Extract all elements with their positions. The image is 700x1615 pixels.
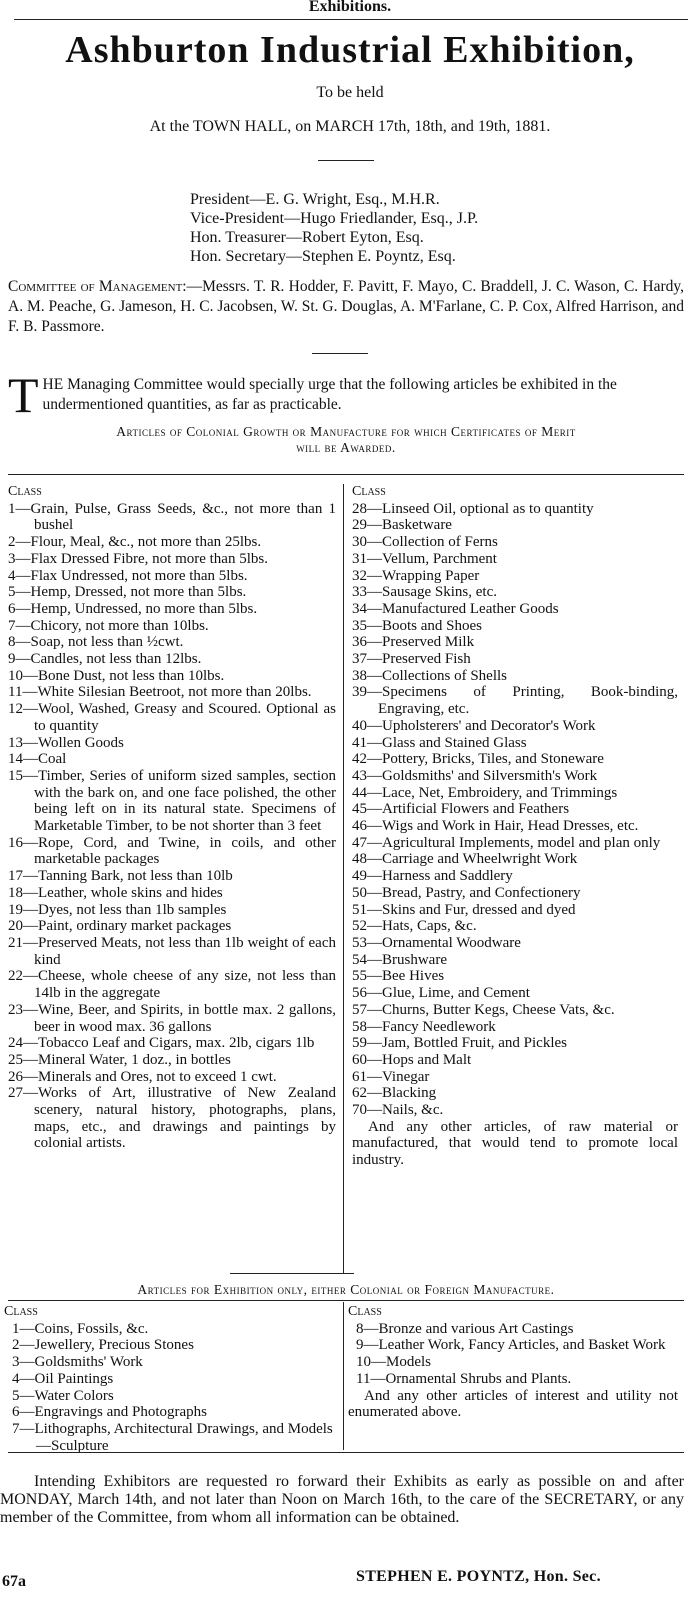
class-item: 52—Hats, Caps, &c.: [352, 918, 477, 935]
class-item: 7—Lithographs, Architectural Drawings, and Models—Sculpture: [12, 1420, 333, 1454]
class-item: 20—Paint, ordinary market packages: [8, 918, 232, 935]
officer-vice-president: Vice-President—Hugo Friedlander, Esq., J.P.: [190, 210, 479, 227]
urge-paragraph: [8, 367, 684, 423]
section1-left-list: [8, 501, 336, 1152]
class-item: 16—Rope, Cord, and Twine, in coils, and other marketable packages: [8, 834, 336, 868]
officer-treasurer: Hon. Treasurer—Robert Eyton, Esq.: [190, 229, 424, 246]
section1-heading-line1: Articles of Colonial Growth or Manufacture for which Certificates of Merit: [116, 424, 576, 439]
section2-left-column: [4, 1304, 336, 1454]
committee-members: :—Messrs. T. R. Hodder, F. Pavitt, F. Mayo, C. Braddell, J. C. Wason, C. Hardy, A. M. Peache, G. Jameson, H. C. Jacobsen, W. St. G. Douglas, A. M'Farlane, C. P. Cox, Alfred Harrison, and F. B. Passmore.: [8, 278, 684, 335]
section1-left-column: [8, 484, 336, 1152]
class-item: 24—Tobacco Leaf and Cigars, max. 2lb, cigars 1lb: [8, 1035, 315, 1052]
class-item: 42—Pottery, Bricks, Tiles, and Stoneware: [352, 751, 604, 768]
class-item: 9—Leather Work, Fancy Articles, and Basket Work: [356, 1337, 666, 1354]
class-item: 41—Glass and Stained Glass: [352, 734, 527, 751]
class-item: 32—Wrapping Paper: [352, 567, 480, 584]
section2-top-rule: [8, 1300, 684, 1301]
drop-cap: T: [8, 367, 39, 423]
section2-right-column: [348, 1304, 678, 1421]
header-rule: [14, 19, 688, 20]
class-item: 3—Goldsmiths' Work: [12, 1354, 143, 1371]
page-title: Ashburton Industrial Exhibition,: [65, 29, 635, 71]
class-item: 6—Hemp, Undressed, no more than 5lbs.: [8, 600, 258, 617]
class-item: 57—Churns, Butter Kegs, Cheese Vats, &c.: [352, 1001, 615, 1018]
section1-column-divider: [343, 484, 344, 1274]
class-item: 10—Bone Dust, not less than 10lbs.: [8, 667, 225, 684]
running-header: Exhibitions.: [308, 0, 392, 15]
class-item: 27—Works of Art, illustrative of New Zealand scenery, natural history, photographs, plans, maps, etc., and drawings and paintings by colonial artists.: [8, 1085, 336, 1152]
officer-secretary: Hon. Secretary—Stephen E. Poyntz, Esq.: [190, 248, 456, 265]
class-item: 33—Sausage Skins, etc.: [352, 584, 497, 601]
class-item: 70—Nails, &c.: [352, 1102, 444, 1119]
class-item: 45—Artificial Flowers and Feathers: [352, 801, 570, 818]
class-item: 22—Cheese, whole cheese of any size, not less than 14lb in the aggregate: [8, 968, 336, 1002]
class-item: 13—Wollen Goods: [8, 734, 124, 751]
class-item: 44—Lace, Net, Embroidery, and Trimmings: [352, 784, 618, 801]
class-item: 4—Oil Paintings: [12, 1370, 114, 1387]
class-item: 1—Grain, Pulse, Grass Seeds, &c., not more than 1 bushel: [8, 500, 336, 534]
class-item: 50—Bread, Pastry, and Confectionery: [352, 884, 581, 901]
section2-left-list: [4, 1321, 336, 1455]
class-item: 37—Preserved Fish: [352, 651, 471, 668]
class-item: 12—Wool, Washed, Greasy and Scoured. Optional as to quantity: [8, 701, 336, 734]
class-item: 21—Preserved Meats, not less than 1lb weight of each kind: [8, 934, 336, 968]
class-item: 6—Engravings and Photographs: [12, 1404, 207, 1421]
class-item: 51—Skins and Fur, dressed and dyed: [352, 901, 576, 918]
class-item: 5—Hemp, Dressed, not more than 5lbs.: [8, 584, 247, 601]
class-item: 8—Bronze and various Art Castings: [356, 1320, 574, 1337]
venue-line: At the TOWN HALL, on MARCH 17th, 18th, and 19th, 1881.: [149, 118, 551, 135]
class-item: 40—Upholsterers' and Decorator's Work: [352, 717, 596, 734]
class-item: 11—White Silesian Beetroot, not more than 20lbs.: [8, 684, 312, 701]
class-item: 53—Ornamental Woodware: [352, 934, 521, 951]
section1-heading-line2: will be Awarded.: [296, 440, 396, 455]
class-label: Class: [348, 1304, 382, 1319]
officers-list: [190, 190, 478, 266]
section2-right-list: [348, 1321, 678, 1388]
divider-1: [318, 160, 374, 161]
officer-president: President—E. G. Wright, Esq., M.H.R.: [190, 191, 440, 208]
class-item: 17—Tanning Bark, not less than 10lb: [8, 868, 233, 885]
section1-right-column: [352, 484, 678, 1169]
section1-heading: [8, 424, 684, 456]
class-item: 46—Wigs and Work in Hair, Head Dresses, etc.: [352, 818, 639, 835]
class-item: 3—Flax Dressed Fibre, not more than 5lbs.: [8, 550, 268, 567]
class-item: 30—Collection of Ferns: [352, 534, 498, 551]
class-item: 56—Glue, Lime, and Cement: [352, 985, 530, 1002]
section2-right-note: And any other articles of interest and utility not enumerated above.: [348, 1387, 678, 1421]
urge-text: HE Managing Committee would specially urge that the following articles be exhibited in the undermentioned quantities, as far as practicable.: [42, 376, 617, 413]
class-item: 43—Goldsmiths' and Silversmith's Work: [352, 767, 598, 784]
to-be-held: To be held: [316, 84, 384, 101]
class-item: 18—Leather, whole skins and hides: [8, 884, 223, 901]
class-label: Class: [8, 484, 42, 499]
committee-label: Committee of Management: [8, 278, 183, 295]
signature: STEPHEN E. POYNTZ, Hon. Sec.: [356, 1568, 601, 1585]
class-item: 38—Collections of Shells: [352, 667, 507, 684]
class-item: 23—Wine, Beer, and Spirits, in bottle max. 2 gallons, beer in wood max. 36 gallons: [8, 1001, 336, 1035]
class-item: 5—Water Colors: [12, 1387, 114, 1404]
class-item: 62—Blacking: [352, 1085, 437, 1102]
class-item: 29—Basketware: [352, 517, 452, 534]
class-item: 26—Minerals and Ores, not to exceed 1 cwt.: [8, 1068, 277, 1085]
class-item: 2—Jewellery, Precious Stones: [12, 1337, 194, 1354]
class-item: 39—Specimens of Printing, Book-binding, Engraving, etc.: [352, 684, 678, 718]
class-item: 8—Soap, not less than ½cwt.: [8, 634, 184, 651]
divider-2: [312, 353, 368, 354]
class-item: 58—Fancy Needlework: [352, 1018, 496, 1035]
section2-column-divider: [343, 1302, 344, 1450]
class-item: 15—Timber, Series of uniform sized samples, section with the bark on, and one face polished, the other being left on in its natural state. Specimens of Marketable Timber, to be not shorter than 3 feet: [8, 767, 336, 835]
class-item: 61—Vinegar: [352, 1068, 430, 1085]
class-item: 1—Coins, Fossils, &c.: [12, 1320, 149, 1337]
class-item: 2—Flour, Meal, &c., not more than 25lbs.: [8, 534, 262, 551]
section2-bottom-rule: [8, 1452, 684, 1453]
section2-heading: Articles for Exhibition only, either Colonial or Foreign Manufacture.: [137, 1282, 555, 1297]
class-item: 36—Preserved Milk: [352, 634, 475, 651]
section1-right-list: [352, 501, 678, 1119]
section1-right-note: And any other articles, of raw material or manufactured, that would tend to promote local industry.: [352, 1118, 678, 1169]
class-label: Class: [4, 1304, 38, 1319]
class-item: 25—Mineral Water, 1 doz., in bottles: [8, 1051, 231, 1068]
class-item: 10—Models: [356, 1354, 431, 1371]
class-item: 48—Carriage and Wheelwright Work: [352, 851, 578, 868]
class-item: 35—Boots and Shoes: [352, 617, 483, 634]
class-item: 14—Coal: [8, 751, 67, 768]
class-item: 7—Chicory, not more than 10lbs.: [8, 617, 209, 634]
class-item: 54—Brushware: [352, 951, 447, 968]
page-number: 67a: [2, 1573, 26, 1590]
class-item: 9—Candles, not less than 12lbs.: [8, 651, 202, 668]
class-label: Class: [352, 484, 386, 499]
section1-top-rule: [8, 474, 684, 475]
section1-bottom-rule: [230, 1273, 354, 1274]
class-item: 59—Jam, Bottled Fruit, and Pickles: [352, 1035, 567, 1052]
class-item: 28—Linseed Oil, optional as to quantity: [352, 500, 594, 517]
class-item: 55—Bee Hives: [352, 968, 445, 985]
class-item: 60—Hops and Malt: [352, 1051, 472, 1068]
class-item: 11—Ornamental Shrubs and Plants.: [356, 1370, 572, 1387]
class-item: 49—Harness and Saddlery: [352, 868, 513, 885]
class-item: 47—Agricultural Implements, model and plan only: [352, 834, 661, 851]
class-item: 19—Dyes, not less than 1lb samples: [8, 901, 227, 918]
closing-paragraph: Intending Exhibitors are requested ro forward their Exhibits as early as possible on and after MONDAY, March 14th, and not later than Noon on March 16th, to the care of the SECRETARY, or any member of the Committee, from whom all information can be obtained.: [0, 1473, 684, 1526]
committee-paragraph: [8, 277, 684, 337]
class-item: 4—Flax Undressed, not more than 5lbs.: [8, 567, 248, 584]
class-item: 31—Vellum, Parchment: [352, 550, 497, 567]
class-item: 34—Manufactured Leather Goods: [352, 600, 559, 617]
